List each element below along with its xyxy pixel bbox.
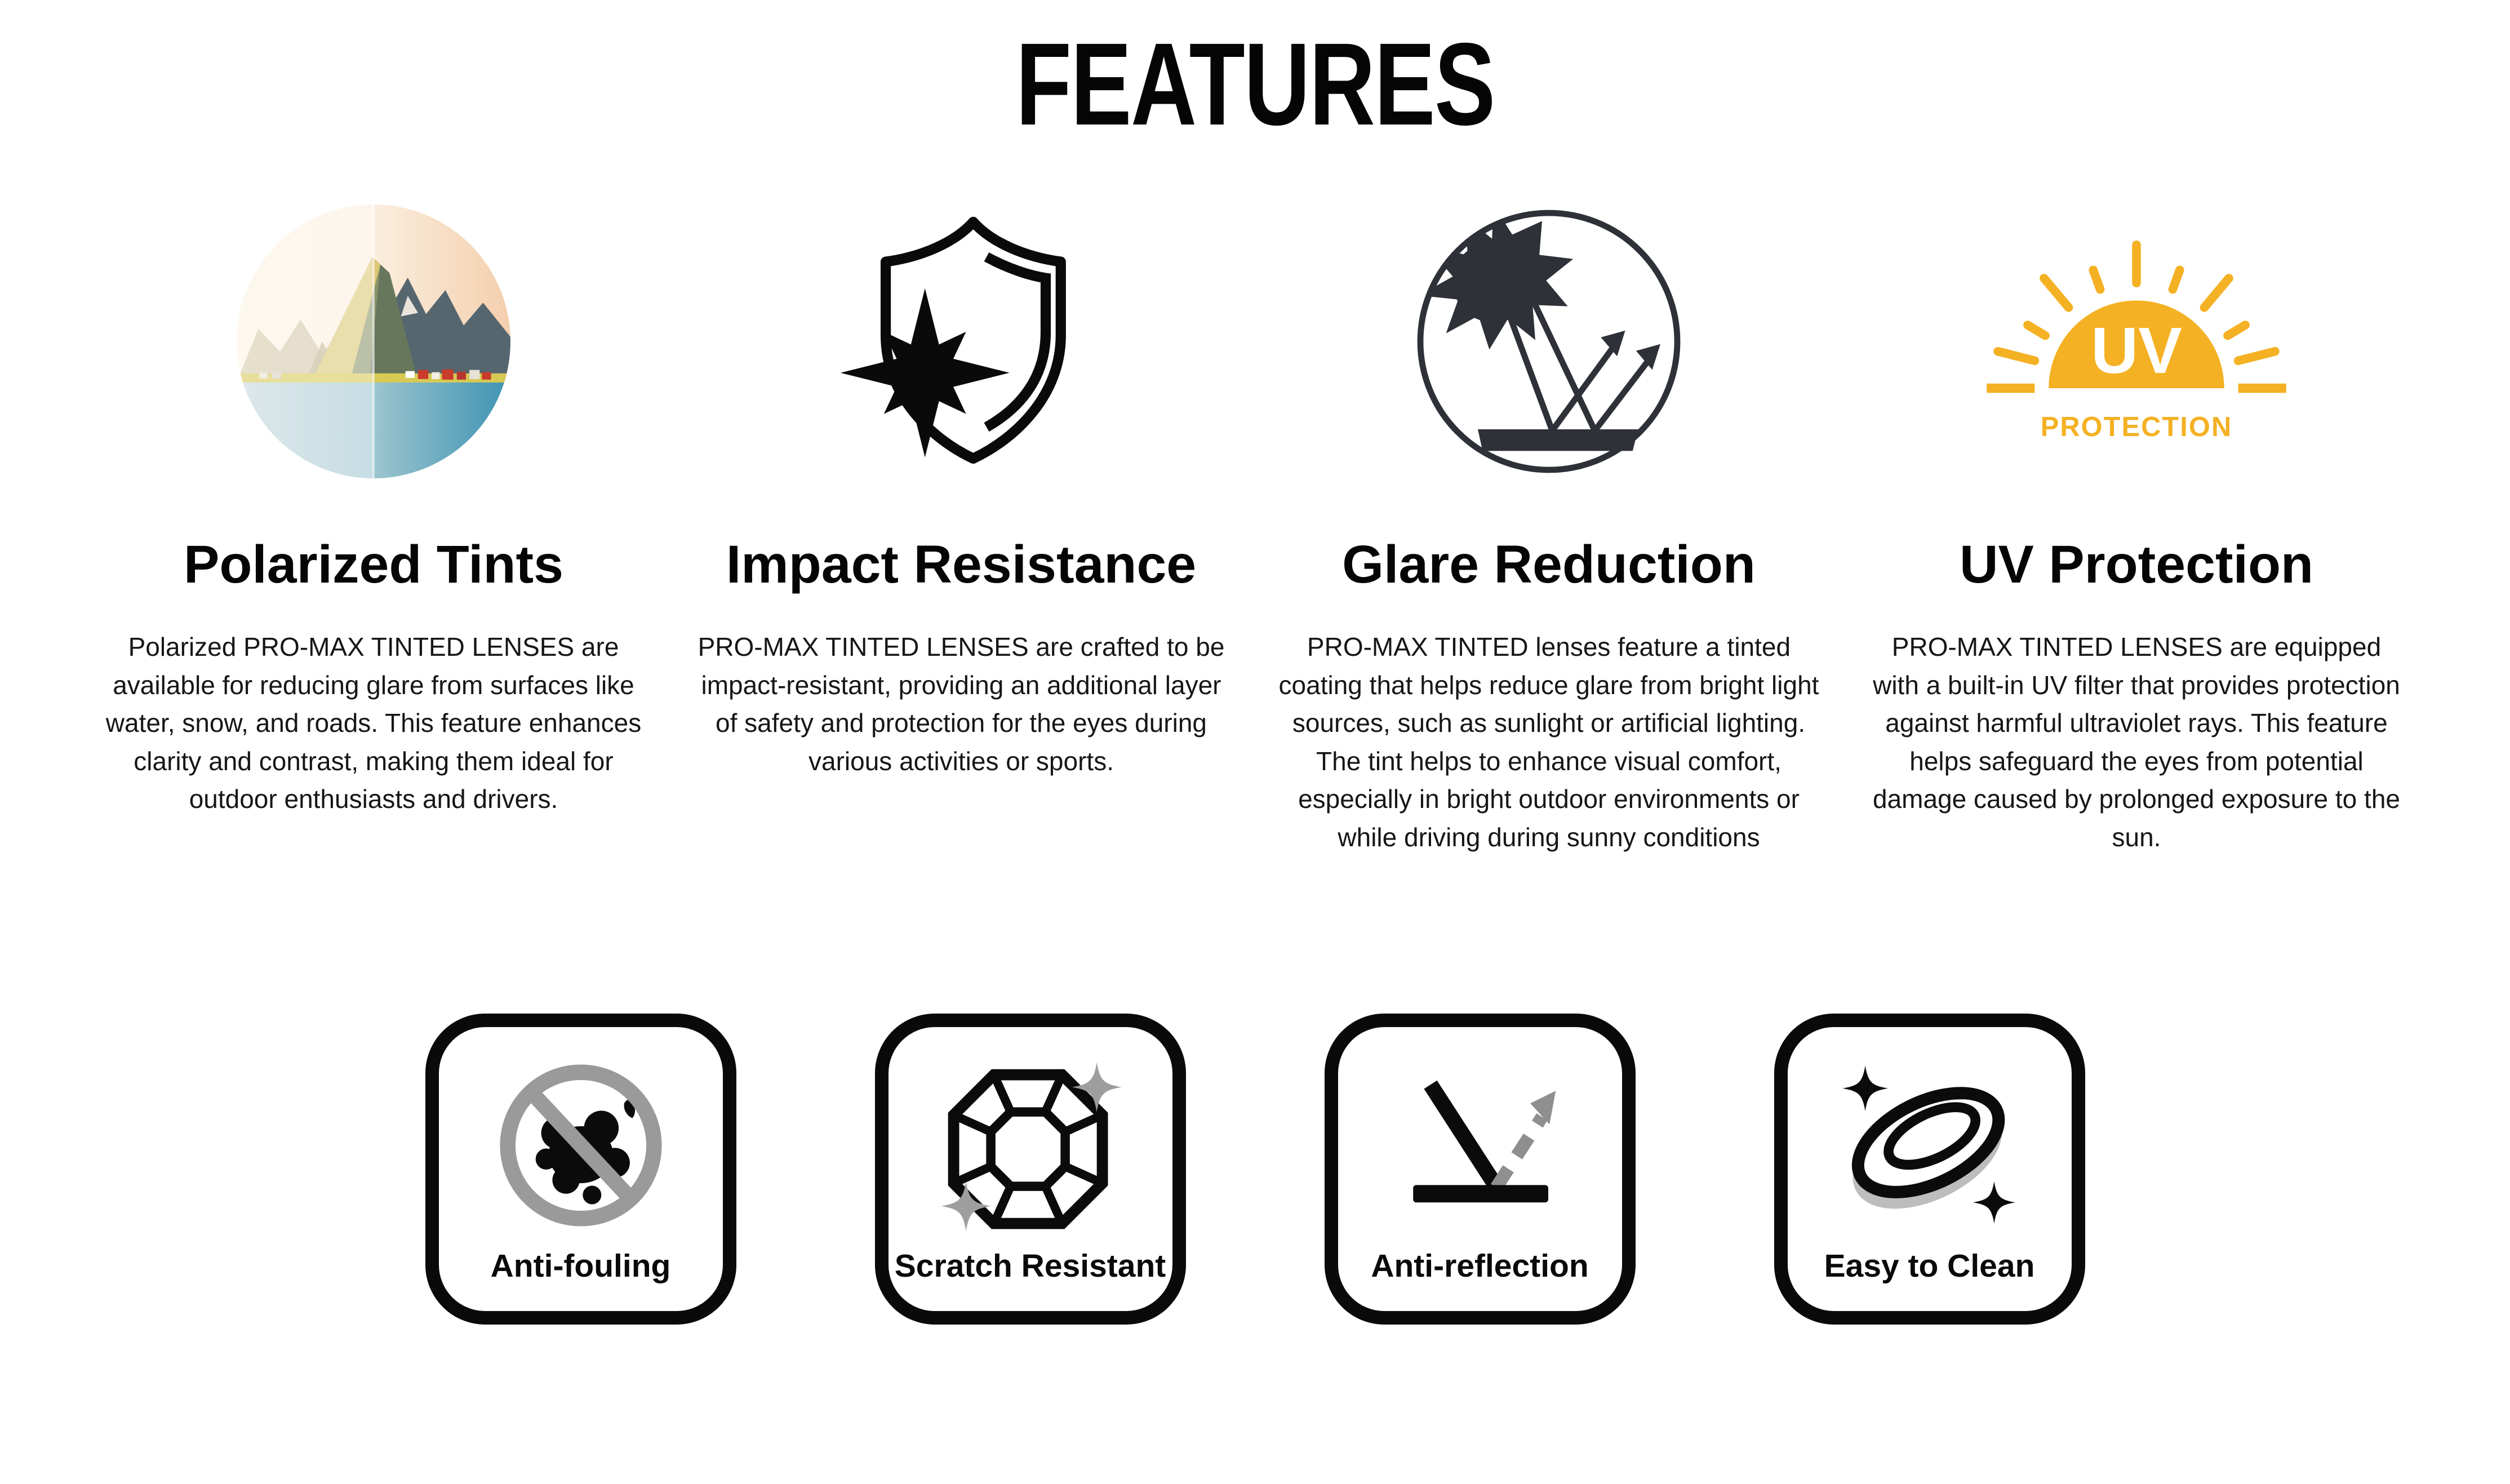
feature-description: PRO-MAX TINTED LENSES are equipped with a built-in UV filter that provides protection against harmful ultraviolet rays. This feature helps safeguard the eyes from potential damage caused by prolonged exposure to the sun.	[1873, 632, 2400, 852]
badge-scratch-resistant	[875, 1014, 1186, 1325]
feature-description: Polarized PRO-MAX TINTED LENSES are available for reducing glare from surfaces like water, snow, and roads. This feature enhances clarity and contrast, making them ideal for outdoor enthusiasts and drivers.	[105, 632, 642, 814]
no-stain-icon	[488, 1051, 674, 1240]
feature-heading: Glare Reduction	[1342, 535, 1756, 594]
feature-heading: Impact Resistance	[726, 535, 1197, 594]
page-title: FEATURES	[1015, 19, 1495, 150]
badges-row	[0, 1014, 2510, 1325]
shield-starburst-icon	[834, 195, 1088, 488]
feature-card-uv-protection	[1856, 195, 2417, 857]
feature-description: PRO-MAX TINTED LENSES are crafted to be impact-resistant, providing an additional layer of safety and protection for the eyes during various activities or sports.	[698, 632, 1225, 776]
badge-label: Anti-fouling	[490, 1247, 671, 1284]
feature-card-polarized-tints	[94, 195, 654, 857]
polarized-landscape-comparison-icon	[237, 195, 510, 488]
badge-easy-to-clean	[1774, 1014, 2085, 1325]
badge-label: Scratch Resistant	[894, 1247, 1166, 1284]
badge-label: Anti-reflection	[1371, 1247, 1589, 1284]
features-row	[0, 195, 2510, 857]
feature-description: PRO-MAX TINTED lenses feature a tinted coating that helps reduce glare from bright light sources, such as sunlight or artificial lighting. The tint helps to enhance visual comfort, especially in bright outdoor environments or while driving during sunny conditions	[1278, 632, 1819, 852]
page-header	[0, 19, 2510, 150]
badge-anti-fouling	[425, 1014, 736, 1325]
uv-icon-sub-label: PROTECTION	[2040, 412, 2233, 443]
feature-heading: Polarized Tints	[184, 535, 563, 594]
lens-sparkle-icon	[1837, 1051, 2023, 1240]
feature-card-glare-reduction	[1269, 195, 1829, 857]
sun-reflection-icon	[1414, 195, 1684, 488]
reflection-arrow-icon	[1387, 1051, 1573, 1240]
badge-label: Easy to Clean	[1824, 1247, 2035, 1284]
feature-card-impact-resistance	[681, 195, 1242, 857]
feature-heading: UV Protection	[1959, 535, 2314, 594]
sparkle-icon	[941, 1062, 1121, 1230]
uv-icon-main-label: UV	[2091, 314, 2182, 388]
gem-icon	[938, 1051, 1123, 1240]
badge-anti-reflection	[1325, 1014, 1636, 1325]
uv-sun-icon	[1984, 195, 2289, 488]
